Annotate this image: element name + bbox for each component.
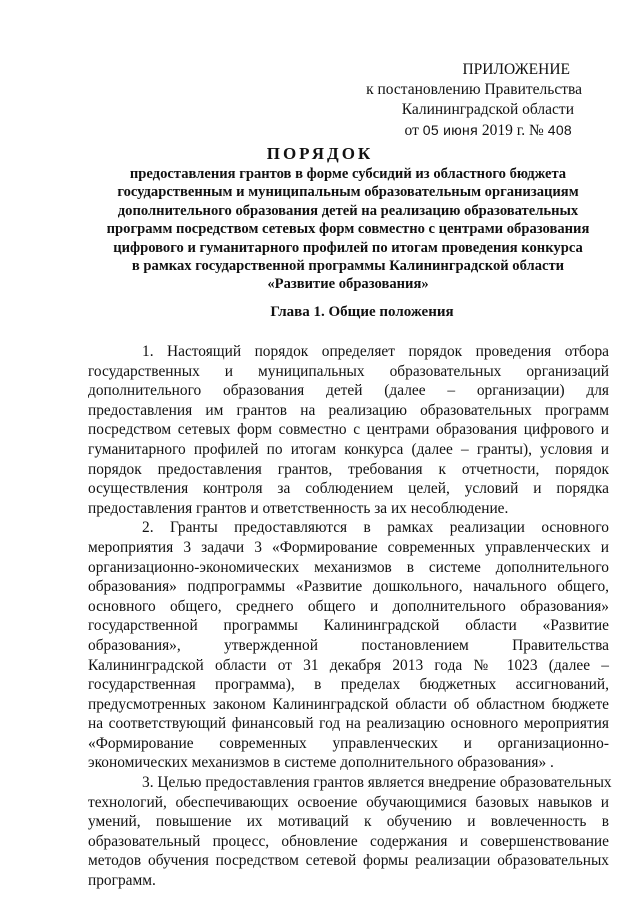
paragraph-2-line: на соответствующий финансовый год на реализацию основного мероприятия xyxy=(88,715,609,733)
subtitle-line: дополнительного образования детей на реализацию образовательных xyxy=(117,202,579,219)
chapter-heading: Глава 1. Общие положения xyxy=(270,304,454,320)
date-value: 05 июня xyxy=(422,122,478,138)
paragraph-3-line: методов обучения посредством сетевой формы реализации образовательных xyxy=(88,852,609,870)
paragraph-3-line: образовательный процесс, обновление содержания и совершенствование xyxy=(88,832,609,850)
paragraph-2-line: 2. Гранты предоставляются в рамках реализации основного xyxy=(142,519,609,537)
paragraph-3-line: программ. xyxy=(88,872,156,890)
paragraph-3-line: умений, повышение их мотиваций к обучению и вовлеченность в xyxy=(88,813,609,831)
paragraph-1-line: гуманитарного профилей по итогам конкурса (далее – гранты), условия и xyxy=(88,440,609,458)
document-subtitle xyxy=(88,165,608,294)
paragraph-2-line: государственной программы Калининградской области «Развитие xyxy=(88,617,609,635)
document-body xyxy=(88,342,612,891)
document-number: 408 xyxy=(547,122,572,138)
appendix-date-line xyxy=(366,120,572,141)
paragraph-2-line: экономических механизмов в системе дополнительного образования» . xyxy=(88,754,554,772)
subtitle-line: предоставления грантов в форме субсидий из областного бюджета xyxy=(129,166,567,182)
subtitle-line: программ посредством сетевых форм совместно с центрами образования xyxy=(106,221,590,238)
paragraph-1-line: 1. Настоящий порядок определяет порядок проведения отбора xyxy=(142,343,609,360)
paragraph-1-line: дополнительного образования детей (далее – организации) для xyxy=(88,382,609,400)
paragraph-2-line: организационно-экономических механизмов в системе дополнительного xyxy=(88,558,609,576)
paragraph-2-line: мероприятия 3 задачи 3 «Формирование современных управленческих и xyxy=(88,538,609,556)
paragraph-2-line: образования» подпрограммы «Развитие дошкольного, начального общего, xyxy=(88,578,609,596)
paragraph-2-line: предусмотренных законом Калининградской области об областном бюджете xyxy=(88,695,609,713)
paragraph-1-line: осуществления контроля за соблюдением целей, условий и порядка xyxy=(88,480,609,498)
paragraph-1-line: посредством сетевых форм совместно с центрами образования цифрового и xyxy=(88,421,609,439)
paragraph-1-line: предоставления им грантов на реализацию образовательных программ xyxy=(88,401,609,419)
paragraph-3-line: 3. Целью предоставления грантов является внедрение образовательных xyxy=(142,774,612,792)
paragraph-1-line: государственных и муниципальных образовательных организаций xyxy=(88,362,609,380)
appendix-line-1: к постановлению Правительства xyxy=(366,81,582,98)
appendix-block xyxy=(366,60,582,141)
subtitle-line: цифрового и гуманитарного профилей по итогам проведения конкурса xyxy=(113,239,583,256)
paragraph-1-line: порядок предоставления грантов, требования к отчетности, порядок xyxy=(88,460,609,478)
paragraph-1-line: предоставления грантов и ответственность за их несоблюдение. xyxy=(88,499,509,517)
subtitle-line: в рамках государственной программы Калининградской области xyxy=(131,258,565,275)
paragraph-2-line: государственная программа), в пределах бюджетных ассигнований, xyxy=(88,676,609,694)
subtitle-line: государственным и муниципальным образовательным организациям xyxy=(117,184,579,201)
subtitle-line: «Развитие образования» xyxy=(267,276,429,293)
paragraph-3-line: технологий, обеспечивающих освоение обучающимися базовых навыков и xyxy=(88,793,609,811)
document-title: ПОРЯДОК xyxy=(266,144,374,163)
paragraph-2-line: основного общего, среднего общего и дополнительного образования» xyxy=(88,597,609,615)
appendix-line-2: Калининградской области xyxy=(401,101,574,118)
date-year: 2019 г. № xyxy=(481,122,544,139)
paragraph-2-line: Калининградской области от 31 декабря 2013 года № 1023 (далее – xyxy=(88,656,609,674)
appendix-title: ПРИЛОЖЕНИЕ xyxy=(462,61,570,78)
paragraph-2-line: «Формирование современных управленческих и организационно- xyxy=(88,734,609,752)
date-prefix: от xyxy=(404,122,419,139)
paragraph-2-line: образования», утвержденной постановлением Правительства xyxy=(88,636,609,654)
